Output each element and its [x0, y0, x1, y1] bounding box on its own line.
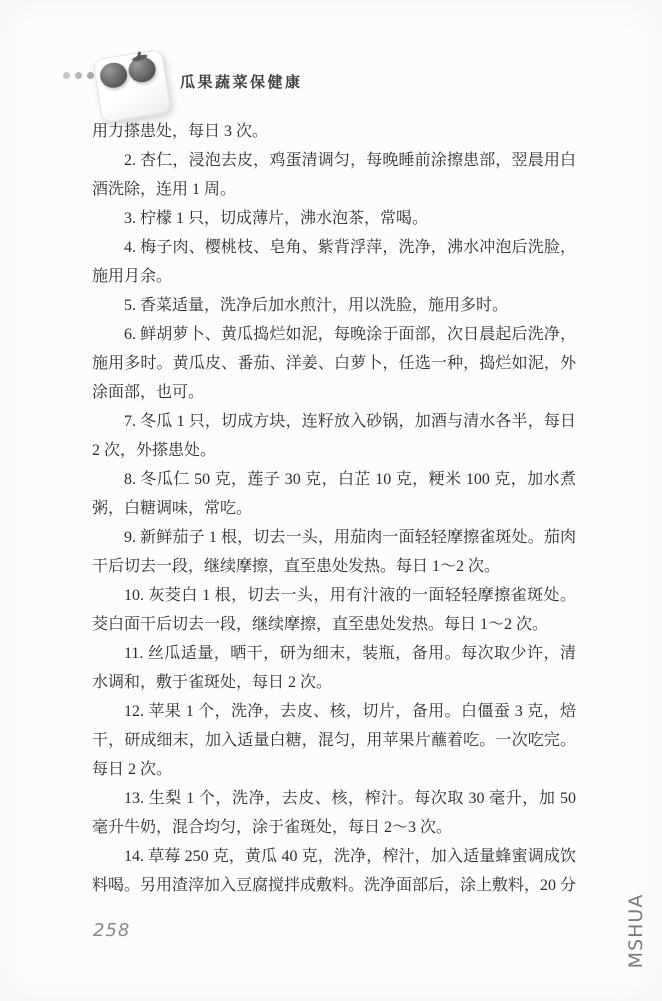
paragraph: 2. 杏仁，浸泡去皮，鸡蛋清调匀，每晚睡前涂擦患部，翌晨用白酒洗除，连用 1 周。 [92, 152, 576, 198]
paragraph: 11. 丝瓜适量，晒干，研为细末，装瓶，备用。每次取少许，清水调和，敷于雀斑处，每日 2 次。 [92, 645, 576, 691]
paragraph: 6. 鲜胡萝卜、黄瓜捣烂如泥，每晚涂于面部，次日晨起后洗净，施用多时。黄瓜皮、番茄、洋姜、白萝卜，任选一种，捣烂如泥，外涂面部，也可。 [92, 326, 576, 401]
paragraph: 13. 生梨 1 个，洗净，去皮、核，榨汁。每次取 30 毫升，加 50 毫升牛奶，混合均匀，涂于雀斑处，每日 2～3 次。 [92, 790, 576, 836]
tomato-icon [98, 61, 129, 90]
paragraph: 12. 苹果 1 个，洗净，去皮、核，切片，备用。白僵蚕 3 克，焙干，研成细末，加入适量白糖，混匀，用苹果片蘸着吃。一次吃完。每日 2 次。 [92, 703, 576, 778]
paragraph: 4. 梅子肉、樱桃枝、皂角、紫背浮萍，洗净，沸水冲泡后洗脸，施用月余。 [92, 239, 576, 285]
page-number: 258 [93, 920, 131, 941]
decorative-dot-icon [75, 72, 82, 79]
fruit-plate-icon [92, 49, 171, 123]
paragraph: 9. 新鲜茄子 1 根，切去一头，用茄肉一面轻轻摩擦雀斑处。茄肉干后切去一段，继续摩擦，直至患处发热。每日 1～2 次。 [92, 529, 576, 575]
chapter-title: 瓜果蔬菜保健康 [180, 75, 303, 91]
gutter-watermark: MSHUA [625, 893, 647, 969]
decorative-dot-icon [63, 72, 70, 79]
tomato-icon [127, 55, 158, 84]
header-dots [63, 72, 94, 79]
decorative-dot-icon [87, 72, 94, 79]
paragraph: 14. 草莓 250 克，黄瓜 40 克，洗净，榨汁，加入适量蜂蜜调成饮料喝。另用渣滓加入豆腐搅拌成敷料。洗净面部后，涂上敷料，20 分 [92, 848, 577, 894]
paragraph: 3. 柠檬 1 只，切成薄片，沸水泡茶，常喝。 [124, 210, 429, 227]
paragraph: 10. 灰茭白 1 根，切去一头，用有汁液的一面轻轻摩擦雀斑处。茭白面干后切去一段，继续摩擦，直至患处发热。每日 1～2 次。 [92, 587, 576, 633]
paragraph: 用力搽患处，每日 3 次。 [92, 123, 269, 140]
paragraph: 5. 香菜适量，洗净后加水煎汁，用以洗脸，施用多时。 [124, 297, 509, 314]
paragraph: 7. 冬瓜 1 只，切成方块，连籽放入砂锅，加酒与清水各半，每日 2 次，外搽患处。 [92, 413, 576, 459]
paragraph: 8. 冬瓜仁 50 克，莲子 30 克，白芷 10 克，粳米 100 克，加水煮粥，白糖调味，常吃。 [92, 471, 576, 517]
body-text [92, 117, 576, 900]
